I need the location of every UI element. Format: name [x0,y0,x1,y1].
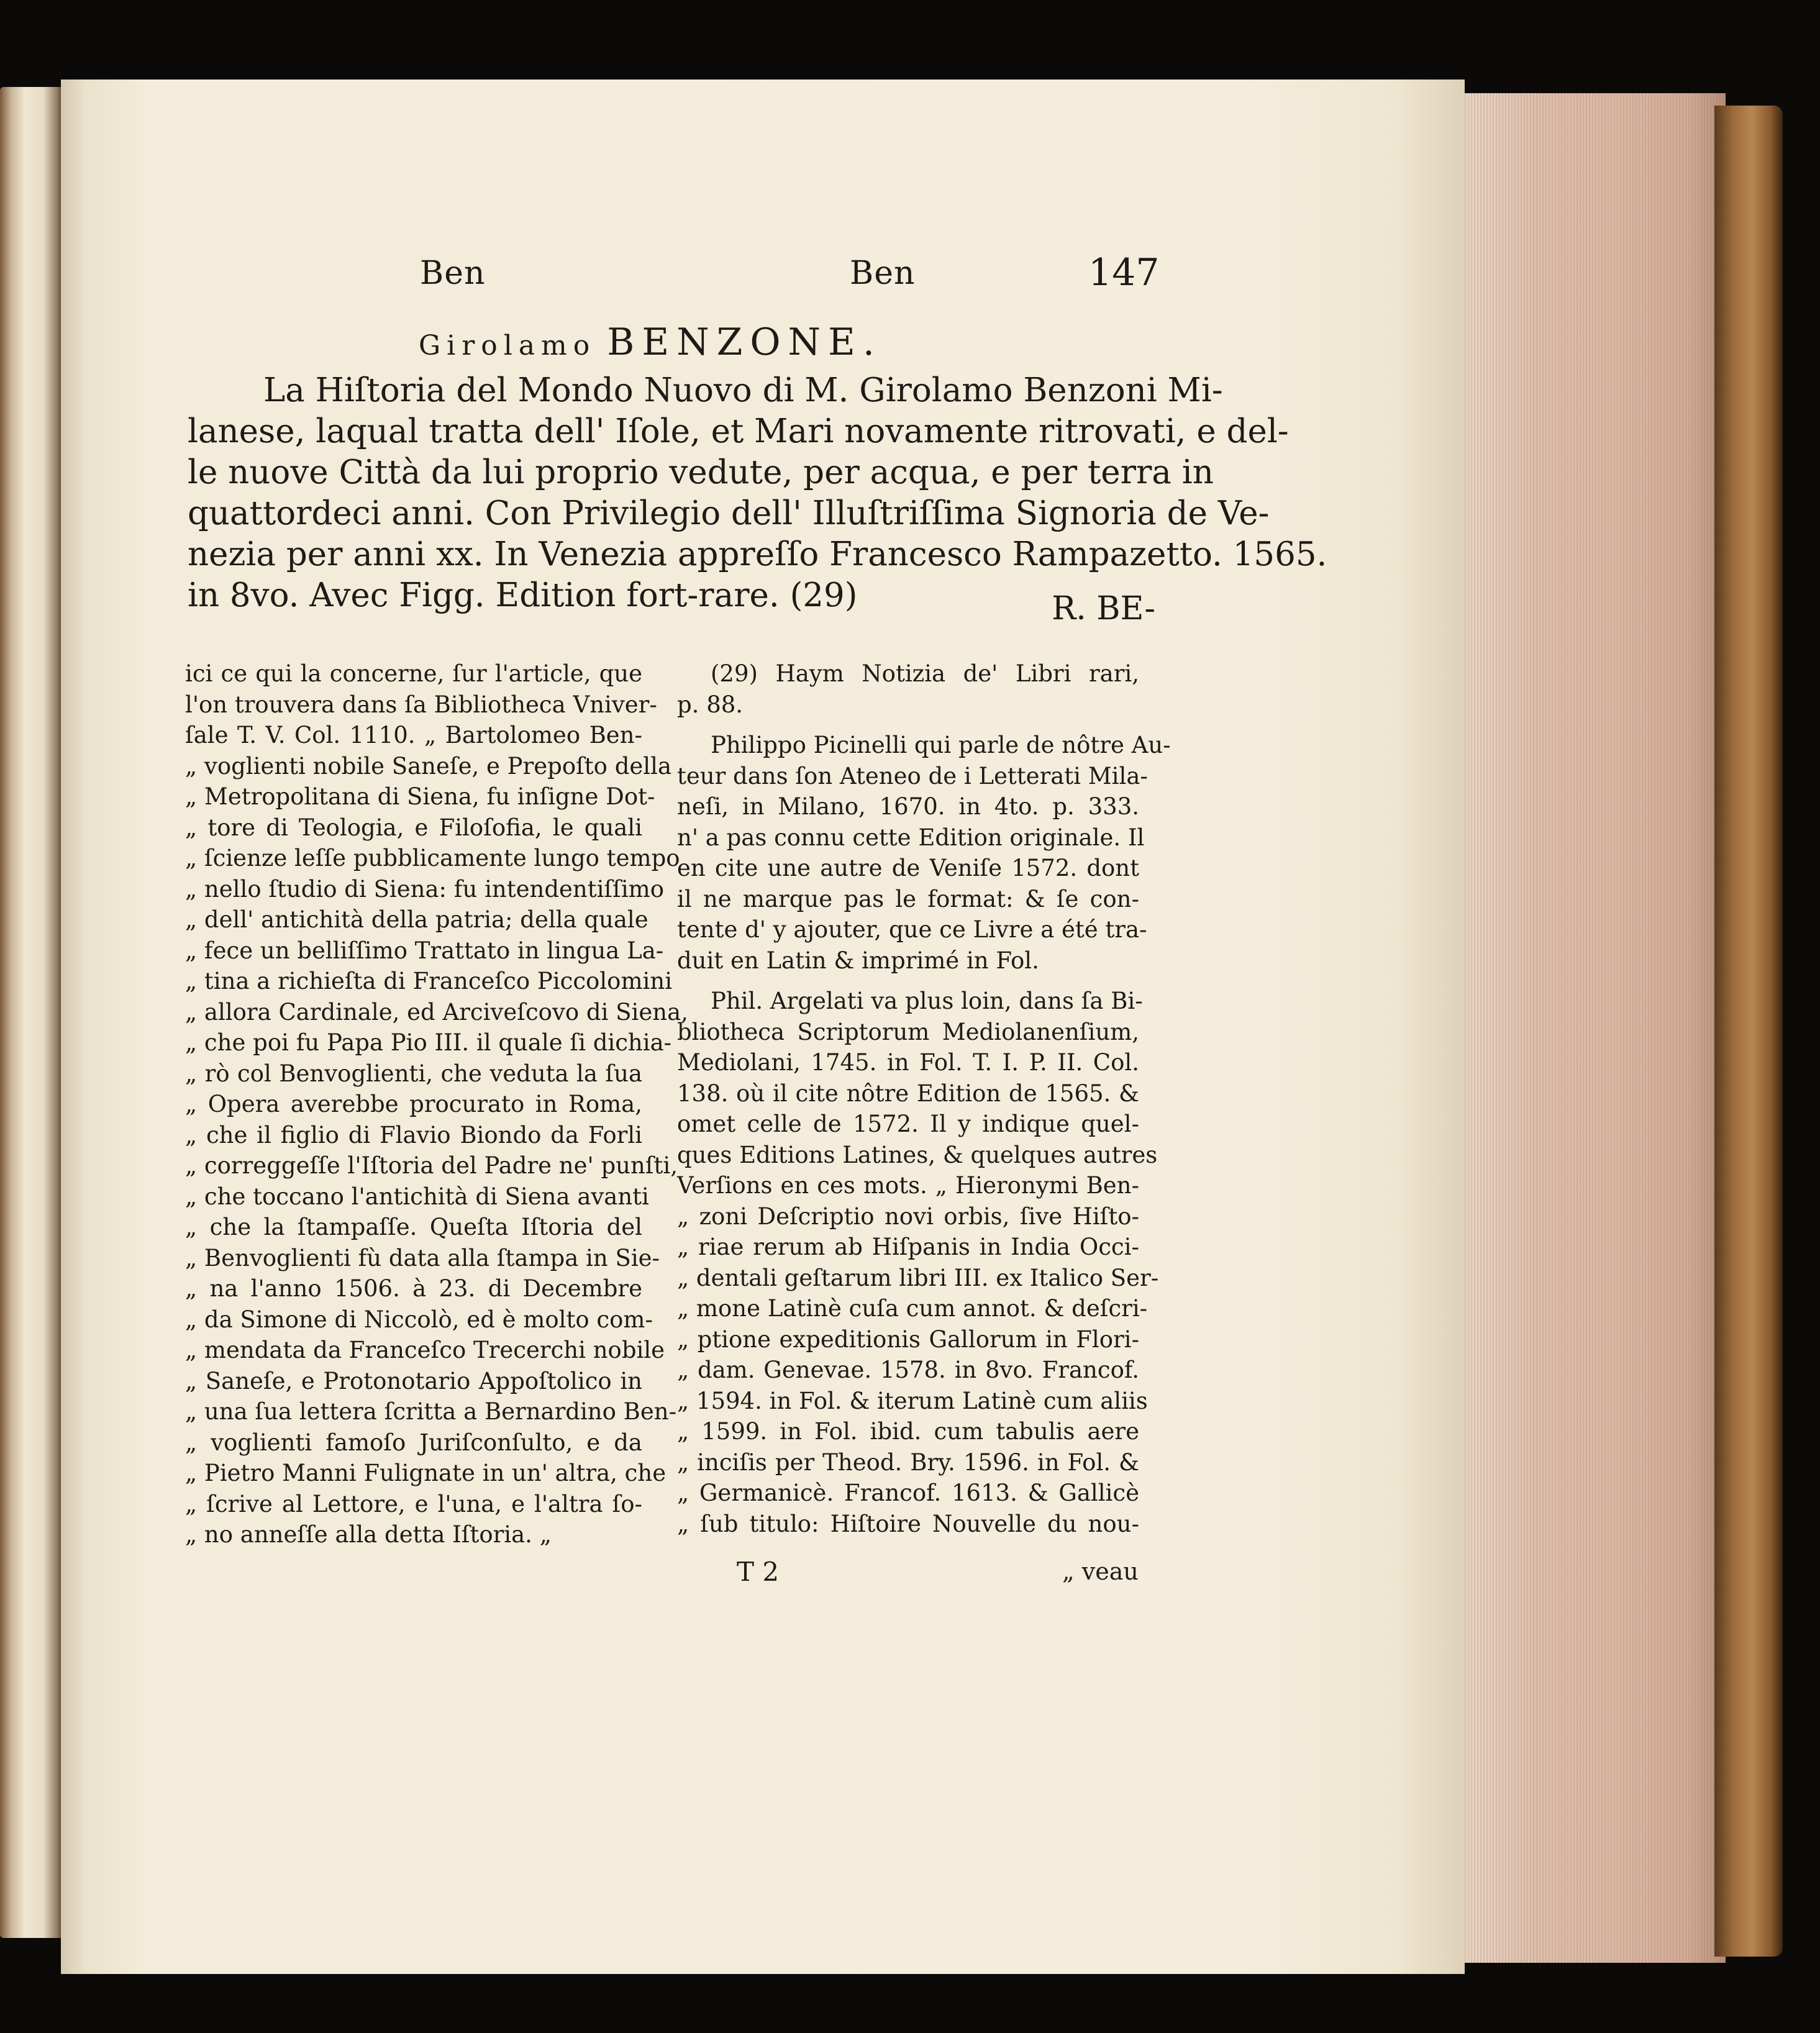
text-line: „ che poi fu Papa Pio III. il quale ſi dichia- [185,1029,672,1056]
text-line: „ no anneſſe alla detta Iſtoria. „ [185,1521,552,1548]
running-head-left: Ben [420,255,486,292]
text-line: teur dans ſon Ateneo de i Letterati Mila- [677,762,1148,789]
text-line: „ Metropolitana di Siena, fu inſigne Dot- [185,783,655,810]
title-line: le nuove Città da lui proprio vedute, per acqua, e per terra in [188,453,1214,491]
text-line: bliotheca Scriptorum Mediolanenſium, [677,1018,1139,1045]
text-line: „ Germanicè. Francof. 1613. & Gallicè [677,1480,1139,1506]
author-first-name: Girolamo [419,330,596,362]
text-line: „ una ſua lettera ſcritta a Bernardino Ben- [185,1398,677,1425]
text-line: ſale T. V. Col. 1110. „ Bartolomeo Ben- [185,722,642,748]
text-line: neſi, in Milano, 1670. in 4to. p. 333. [677,793,1139,820]
author-last-name: BENZONE. [607,321,882,364]
text-line: ques Editions Latines, & quelques autres [677,1141,1158,1168]
text-line: „ che il figlio di Flavio Biondo da Forli [185,1121,642,1148]
entry-catchword: R. BE- [1052,590,1155,627]
text-line: „ che la ſtampaſſe. Queſta Iſtoria del [185,1214,642,1240]
text-line: „ zoni Deſcriptio novi orbis, ſive Hiſto- [677,1203,1139,1230]
text-line: „ voglienti famoſo Juriſconſulto, e da [185,1429,642,1456]
text-line: „ 1594. in Fol. & iterum Latinè cum aliis [677,1387,1148,1414]
entry-heading [419,321,882,364]
text-line: „ ſcrive al Lettore, e l'una, e l'altra ſo- [185,1490,642,1517]
text-line: „ Saneſe, e Protonotario Appoſtolico in [185,1367,642,1394]
leather-cover [1714,106,1783,1957]
text-line: „ inciſis per Theod. Bry. 1596. in Fol. & [677,1449,1139,1476]
text-line: „ che toccano l'antichità di Siena avanti [185,1183,649,1210]
text-line: „ ſub titulo: Hiſtoire Nouvelle du nou- [677,1510,1139,1537]
paragraph-gap [677,976,1139,986]
text-line: „ fece un belliſſimo Trattato in lingua La- [185,937,664,964]
text-line: „ tore di Teologia, e Filoſofia, le quali [185,814,642,841]
text-line: en cite une autre de Veniſe 1572. dont [677,855,1139,881]
title-line: quattordeci anni. Con Privilegio dell' Illuſtriſſima Signoria de Ve- [188,494,1270,532]
text-line: ici ce qui la concerne, ſur l'article, que [185,660,642,687]
text-line: „ correggeſſe l'Iſtoria del Padre ne' punſti, [185,1152,678,1179]
text-line: duit en Latin & imprimé in Fol. [677,947,1039,974]
title-line: lanese, laqual tratta dell' Iſole, et Mari novamente ritrovati, e del- [188,412,1289,450]
text-line: Mediolani, 1745. in Fol. T. I. P. II. Col. [677,1049,1139,1076]
text-line: „ allora Cardinale, ed Arciveſcovo di Siena, [185,998,688,1026]
text-line: „ 1599. in Fol. ibid. cum tabulis aere [677,1418,1139,1445]
running-head-center: Ben [850,255,916,292]
text-line: 138. où il cite nôtre Edition de 1565. & [677,1080,1139,1107]
title-line: La Hiſtoria del Mondo Nuovo di M. Girolamo Benzoni Mi- [263,371,1223,409]
footnote-line: (29) Haym Notizia de' Libri rari, [711,660,1139,687]
text-line: omet celle de 1572. Il y indique quel- [677,1111,1139,1137]
text-line: „ da Simone di Niccolò, ed è molto com- [185,1306,653,1333]
text-line: „ voglienti nobile Saneſe, e Prepoſto della [185,752,672,780]
text-line: „ nello ſtudio di Siena: fu intendentiſſimo [185,875,665,903]
text-line: l'on trouvera dans ſa Bibliotheca Vniver- [185,691,657,718]
text-line: Verſions en ces mots. „ Hieronymi Ben- [677,1172,1139,1199]
left-column [185,658,688,1550]
text-line: „ Opera averebbe procurato in Roma, [185,1091,642,1117]
text-line: „ dell' antichità della patria; della quale [185,906,648,933]
text-line: „ na l'anno 1506. à 23. di Decembre [185,1275,642,1302]
text-line: „ ptione expeditionis Gallorum in Flori- [677,1326,1139,1353]
text-line: „ mendata da Franceſco Trecerchi nobile [185,1337,665,1363]
title-line: in 8vo. Avec Figg. Edition fort-rare. (29) [188,576,858,614]
title-line: nezia per anni xx. In Venezia appreſſo Francesco Rampazetto. 1565. [188,535,1327,573]
right-column [677,658,1171,1539]
text-line: „ riae rerum ab Hiſpanis in India Occi- [677,1234,1139,1260]
text-line: „ Benvoglienti fù data alla ſtampa in Sie- [185,1244,660,1271]
facing-page-edge [0,87,61,1938]
text-line: „ Pietro Manni Fulignate in un' altra, che [185,1460,667,1486]
paragraph-gap [677,720,1139,730]
footnote-line: p. 88. [677,691,744,718]
text-line: il ne marque pas le format: & ſe con- [677,885,1139,912]
text-line: „ rò col Benvoglienti, che veduta la ſua [185,1060,642,1087]
text-line: „ tina a richieſta di Franceſco Piccolomini [185,968,673,994]
text-line: Phil. Argelati va plus loin, dans ſa Bi- [711,988,1143,1014]
text-line: tente d' y ajouter, que ce Livre a été tra- [677,916,1147,943]
text-line: „ dam. Genevae. 1578. in 8vo. Francof. [677,1357,1139,1383]
text-line: „ ſcienze leſſe pubblicamente lungo tempo [185,845,680,871]
page-catchword: „ veau [1062,1558,1139,1585]
fore-edge [1465,93,1726,1963]
text-line: „ dentali geſtarum libri III. ex Italico Ser- [677,1264,1159,1291]
signature-mark: T 2 [737,1557,780,1587]
text-line: „ mone Latinè cuſa cum annot. & deſcri- [677,1295,1148,1322]
page-number: 147 [1088,251,1160,294]
title-entry [188,370,1327,616]
text-line: n' a pas connu cette Edition originale. Il [677,824,1145,851]
text-line: Philippo Picinelli qui parle de nôtre Au- [711,732,1171,758]
